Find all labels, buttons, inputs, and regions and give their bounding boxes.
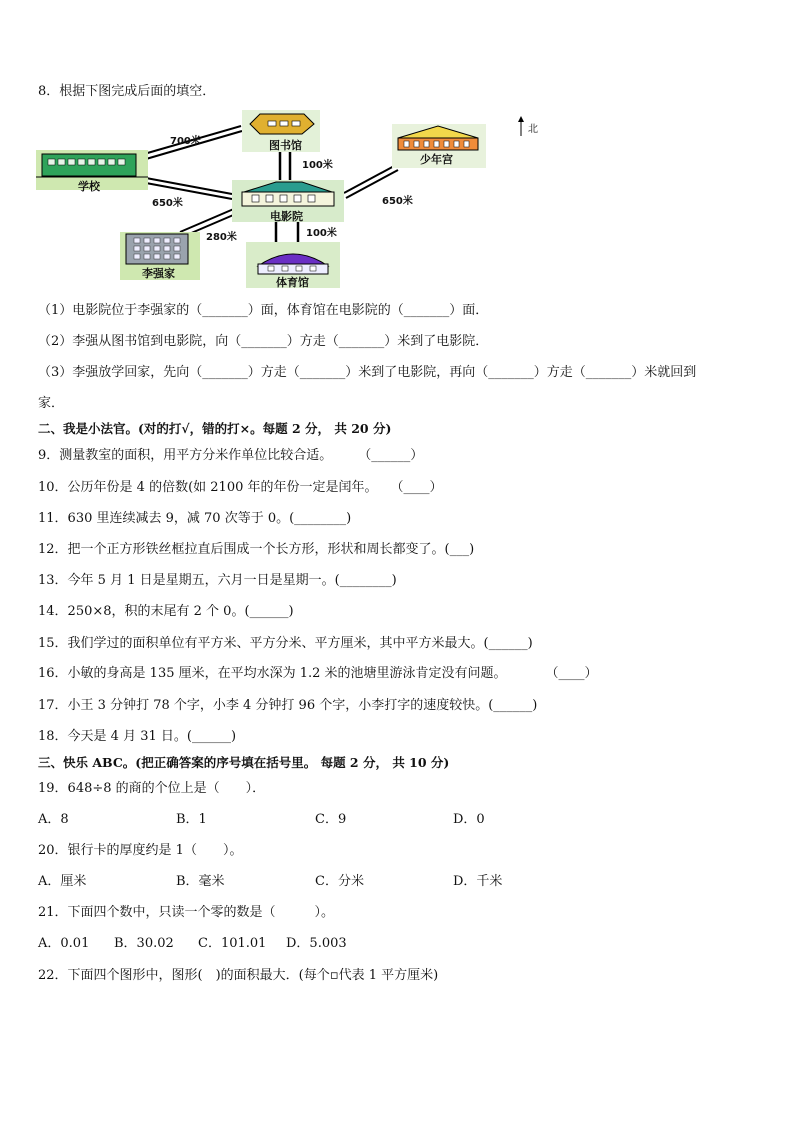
youth-palace-label: 少年宫 [420, 153, 453, 166]
question-20-option-d: D．千米 [453, 874, 503, 889]
question-11: 11．630 里连续减去 9，减 70 次等于 0。(________) [38, 511, 352, 526]
question-18: 18．今天是 4 月 31 日。(______) [38, 729, 237, 744]
question-8-sub2: （2）李强从图书馆到电影院，向（_______）方走（_______）米到了电影院． [38, 334, 489, 349]
question-17: 17．小王 3 分钟打 78 个字，小李 4 分钟打 96 个字，小李打字的速度较快。(______) [38, 698, 538, 713]
liqiang-home-building [120, 232, 200, 280]
question-9: 9．测量教室的面积，用平方分米作单位比较合适。 （______） [38, 448, 424, 463]
question-20-option-b: B．毫米 [176, 874, 225, 889]
question-8-sub1: （1）电影院位于李强家的（_______）面，体育馆在电影院的（_______）面． [38, 303, 489, 318]
distance-home-cinema: 280米 [206, 232, 237, 243]
question-20-option-a: A．厘米 [38, 874, 87, 889]
question-19-option-a: A．8 [38, 812, 69, 827]
question-13: 13．今年 5 月 1 日是星期五，六月一日是星期一。(________) [38, 573, 397, 588]
question-21-option-c: C．101.01 [198, 936, 267, 951]
question-20: 20．银行卡的厚度约是 1（ ）。 [38, 843, 243, 858]
cinema-label: 电影院 [270, 210, 303, 223]
distance-school-library: 700米 [170, 136, 201, 147]
question-8-title: 8．根据下图完成后面的填空． [38, 84, 216, 99]
question-21: 21．下面四个数中，只读一个零的数是（ ）。 [38, 905, 335, 920]
section-3-title: 三、快乐 ABC。(把正确答案的序号填在括号里。 每题 2 分， 共 10 分) [38, 755, 450, 770]
question-19: 19．648÷8 的商的个位上是（ ）． [38, 781, 266, 796]
question-20-option-c: C．分米 [315, 874, 364, 889]
cinema-building [232, 180, 344, 222]
question-8-sub3: （3）李强放学回家，先向（_______）方走（_______）米到了电影院，再向（_______）方走（_______）米就回到 [38, 365, 697, 380]
north-arrow-icon [516, 116, 526, 138]
question-22: 22．下面四个图形中，图形( )的面积最大．(每个▫代表 1 平方厘米) [38, 968, 439, 983]
question-21-option-a: A．0.01 [38, 936, 90, 951]
question-14: 14．250×8，积的末尾有 2 个 0。(______) [38, 604, 294, 619]
distance-library-cinema: 100米 [302, 160, 333, 171]
question-10: 10．公历年份是 4 的倍数(如 2100 年的年份一定是闰年。 （____） [38, 480, 443, 495]
question-19-option-b: B．1 [176, 812, 207, 827]
distance-cinema-youth-palace: 650米 [382, 196, 413, 207]
question-19-option-c: C．9 [315, 812, 347, 827]
section-2-title: 二、我是小法官。(对的打√，错的打×。每题 2 分， 共 20 分) [38, 421, 392, 436]
gym-building [246, 242, 340, 288]
liqiang-home-label: 李强家 [142, 267, 175, 280]
question-16: 16．小敏的身高是 135 厘米，在平均水深为 1.2 米的池塘里游泳肯定没有问题。 （____） [38, 666, 598, 681]
north-label: 北 [528, 124, 538, 135]
location-map [36, 108, 556, 288]
school-building [36, 150, 148, 193]
library-building [242, 110, 320, 152]
question-12: 12．把一个正方形铁丝框拉直后围成一个长方形，形状和周长都变了。(___) [38, 542, 475, 557]
question-21-option-d: D．5.003 [286, 936, 347, 951]
school-label: 学校 [78, 180, 100, 193]
distance-school-cinema: 650米 [152, 198, 183, 209]
question-21-option-b: B．30.02 [114, 936, 174, 951]
question-15: 15．我们学过的面积单位有平方米、平方分米、平方厘米，其中平方米最大。(______) [38, 636, 533, 651]
youth-palace-building [392, 124, 486, 168]
distance-cinema-gym: 100米 [306, 228, 337, 239]
question-8-sub3-cont: 家． [38, 396, 65, 411]
gym-label: 体育馆 [276, 276, 309, 289]
question-19-option-d: D．0 [453, 812, 485, 827]
library-label: 图书馆 [269, 139, 302, 152]
